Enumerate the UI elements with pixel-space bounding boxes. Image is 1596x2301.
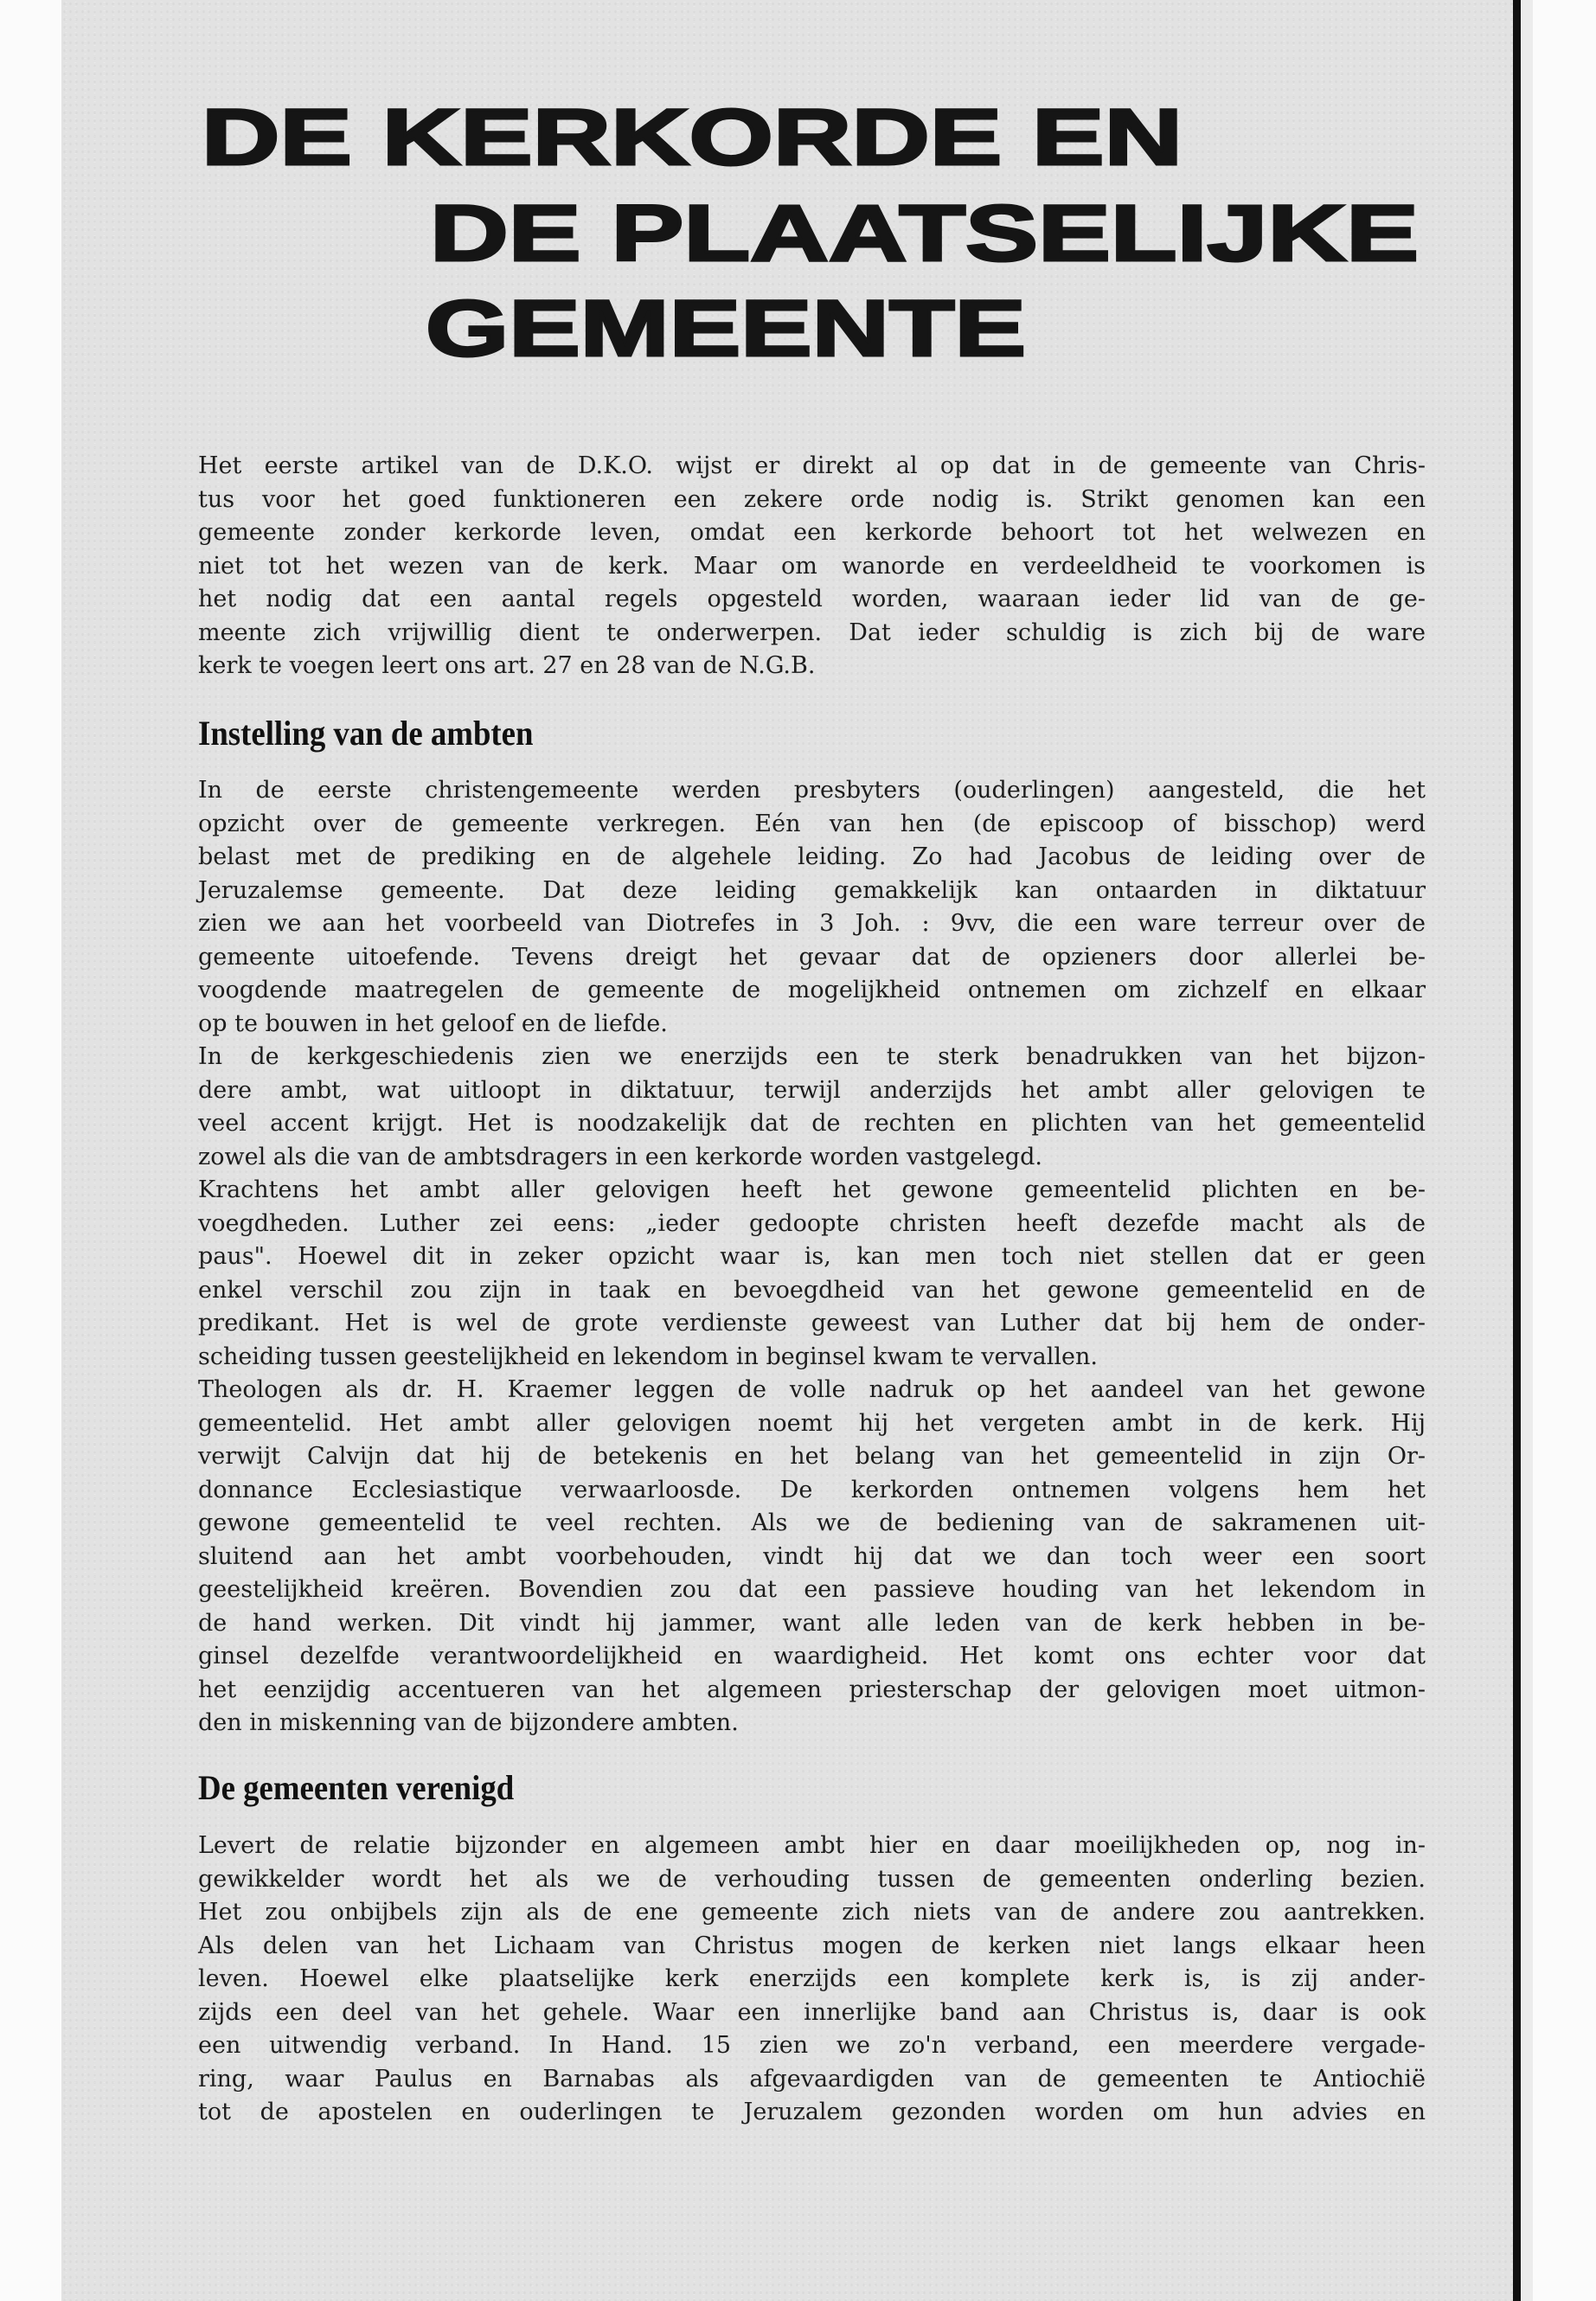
text-line: de hand werken. Dit vindt hij jammer, want alle leden van de kerk hebben in be- <box>198 1609 1426 1637</box>
text-line: ring, waar Paulus en Barnabas als afgevaardigden van de gemeenten te Antiochië <box>198 2065 1426 2093</box>
text-line: In de kerkgeschiedenis zien we enerzijds een te sterk benadrukken van het bijzon- <box>198 1043 1426 1070</box>
text-line: kerk te voegen leert ons art. 27 en 28 van de N.G.B. <box>198 652 816 679</box>
text-line: opzicht over de gemeente verkregen. Eén van hen (de episcoop of bisschop) werd <box>198 810 1426 837</box>
text-line: het eenzijdig accentueren van het algemeen priesterschap der gelovigen moet uitmon- <box>198 1676 1426 1703</box>
text-line: Theologen als dr. H. Kraemer leggen de volle nadruk op het aandeel van het gewone <box>198 1376 1426 1403</box>
text-line: Het zou onbijbels zijn als de ene gemeente zich niets van de andere zou aantrekken. <box>198 1899 1426 1926</box>
text-line: Als delen van het Lichaam van Christus mogen de kerken niet langs elkaar heen <box>198 1932 1426 1959</box>
title-line-1: DE KERKORDE EN <box>202 93 1183 182</box>
title-line-3: GEMEENTE <box>426 285 1026 373</box>
text-line: den in miskenning van de bijzondere ambten. <box>198 1709 739 1736</box>
text-line: een uitwendig verband. In Hand. 15 zien we zo'n verband, een meerdere vergade- <box>198 2032 1426 2059</box>
text-line: tot de apostelen en ouderlingen te Jeruzalem gezonden worden om hun advies en <box>198 2099 1426 2125</box>
text-line: zien we aan het voorbeeld van Diotrefes in 3 Joh. : 9vv, die een ware terreur over de <box>198 910 1426 937</box>
text-line: enkel verschil zou zijn in taak en bevoegdheid van het gewone gemeentelid en de <box>198 1276 1426 1304</box>
text-line: belast met de prediking en de algehele leiding. Zo had Jacobus de leiding over de <box>198 843 1426 870</box>
text-line: gemeente uitoefende. Tevens dreigt het gevaar dat de opzieners door allerlei be- <box>198 943 1426 971</box>
text-line: Jeruzalemse gemeente. Dat deze leiding gemakkelijk kan ontaarden in diktatuur <box>198 876 1426 904</box>
text-line: predikant. Het is wel de grote verdienste geweest van Luther dat bij hem de onder- <box>198 1310 1426 1336</box>
text-line: geestelijkheid kreëren. Bovendien zou dat een passieve houding van het lekendom in <box>198 1576 1426 1603</box>
paragraph <box>198 450 1426 683</box>
paragraph <box>198 774 1426 1041</box>
text-line: verwijt Calvijn dat hij de betekenis en het belang van het gemeentelid in zijn Or- <box>198 1443 1426 1470</box>
paragraph <box>198 1830 1426 2130</box>
text-line: veel accent krijgt. Het is noodzakelijk dat de rechten en plichten van het gemeentelid <box>198 1110 1426 1137</box>
text-line: Het eerste artikel van de D.K.O. wijst er direkt al op dat in de gemeente van Chris- <box>198 452 1426 479</box>
text-line: Levert de relatie bijzonder en algemeen ambt hier en daar moeilijkheden op, nog in- <box>198 1832 1426 1859</box>
text-line: paus". Hoewel dit in zeker opzicht waar is, kan men toch niet stellen dat er geen <box>198 1243 1426 1270</box>
text-line: gewone gemeentelid te veel rechten. Als we de bediening van de sakramenen uit- <box>198 1509 1426 1536</box>
title-line-2: DE PLAATSELIJKE <box>430 189 1419 278</box>
paragraph <box>198 1041 1426 1174</box>
text-line: Krachtens het ambt aller gelovigen heeft het gewone gemeentelid plichten en be- <box>198 1176 1426 1203</box>
text-line: leven. Hoewel elke plaatselijke kerk enerzijds een komplete kerk is, is zij ander- <box>198 1965 1426 1992</box>
text-line: In de eerste christengemeente werden presbyters (ouderlingen) aangesteld, die het <box>198 777 1426 804</box>
section-gemeenten <box>198 1830 1426 2130</box>
text-line: gewikkelder wordt het als we de verhouding tussen de gemeenten onderling bezien. <box>198 1865 1426 1893</box>
text-line: het nodig dat een aantal regels opgesteld worden, waaraan ieder lid van de ge- <box>198 586 1426 612</box>
text-line: tus voor het goed funktioneren een zekere orde nodig is. Strikt genomen kan een <box>198 485 1426 513</box>
paragraph <box>198 1174 1426 1374</box>
text-line: gemeentelid. Het ambt aller gelovigen noemt hij het vergeten ambt in de kerk. Hij <box>198 1409 1426 1437</box>
section-ambten <box>198 774 1426 1740</box>
text-line: scheiding tussen geestelijkheid en lekendom in beginsel kwam te vervallen. <box>198 1343 1098 1370</box>
text-line: voogdende maatregelen de gemeente de mogelijkheid ontnemen om zichzelf en elkaar <box>198 977 1426 1003</box>
text-line: zijds een deel van het gehele. Waar een innerlijke band aan Christus is, daar is ook <box>198 1998 1426 2026</box>
text-line: niet tot het wezen van de kerk. Maar om wanorde en verdeeldheid te voorkomen is <box>198 552 1426 580</box>
text-line: voegdheden. Luther zei eens: „ieder gedoopte christen heeft dezefde macht als de <box>198 1209 1426 1237</box>
text-line: gemeente zonder kerkorde leven, omdat een kerkorde behoort tot het welwezen en <box>198 519 1426 546</box>
text-line: donnance Ecclesiastique verwaarloosde. De kerkorden ontnemen volgens hem het <box>198 1476 1426 1503</box>
article-title <box>0 0 1596 398</box>
section-heading: De gemeenten verenigd <box>198 1768 515 1807</box>
paragraph <box>198 1374 1426 1740</box>
text-line: ginsel dezelfde verantwoordelijkheid en waardigheid. Het komt ons echter voor dat <box>198 1643 1426 1670</box>
text-line: sluitend aan het ambt voorbehouden, vindt hij dat we dan toch weer een soort <box>198 1542 1426 1570</box>
text-line: dere ambt, wat uitloopt in diktatuur, terwijl anderzijds het ambt aller gelovigen te <box>198 1076 1426 1104</box>
section-heading: Instelling van de ambten <box>198 714 534 753</box>
text-line: zowel als die van de ambtsdragers in een kerkorde worden vastgelegd. <box>198 1143 1042 1170</box>
text-line: meente zich vrijwillig dient te onderwerpen. Dat ieder schuldig is zich bij de ware <box>198 619 1426 646</box>
intro-section <box>198 450 1426 683</box>
text-line: op te bouwen in het geloof en de liefde. <box>198 1009 668 1037</box>
